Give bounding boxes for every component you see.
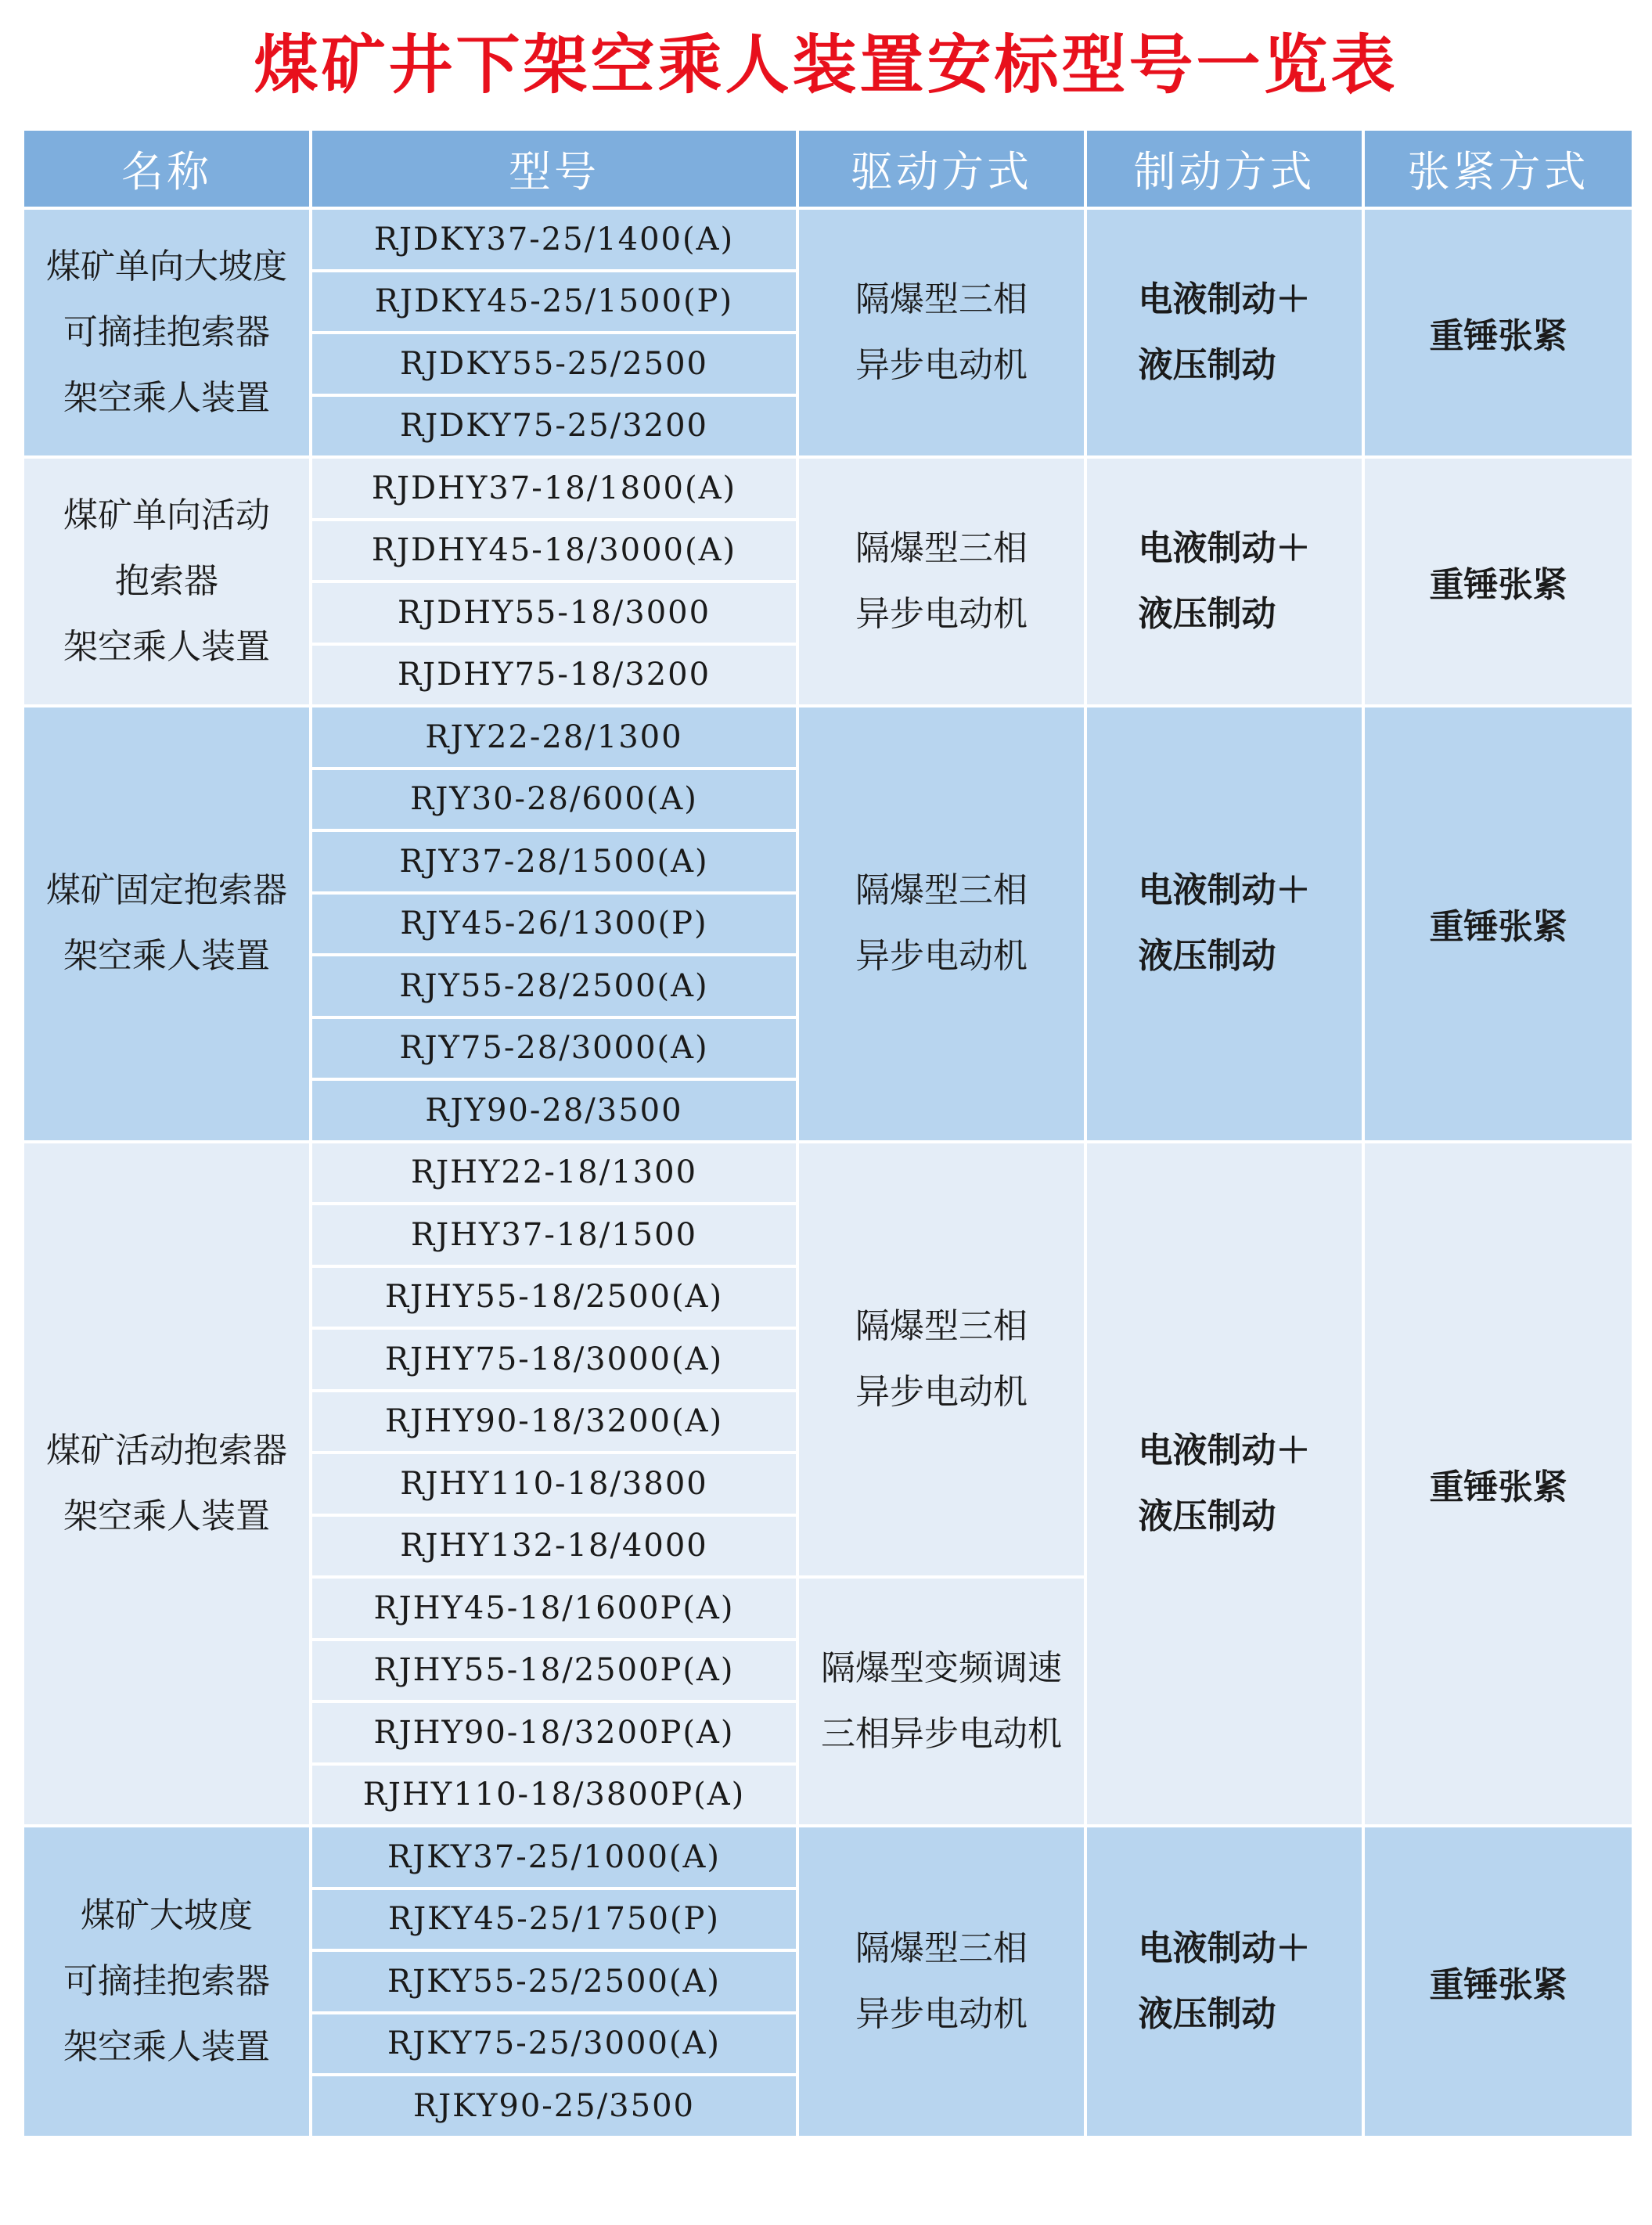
group-name-cell — [23, 706, 311, 1142]
model-cell: RJY75-28/3000(A) — [311, 1017, 797, 1080]
model-cell: RJY37-28/1500(A) — [311, 830, 797, 893]
header-tension: 张紧方式 — [1363, 129, 1633, 208]
model-cell: RJDHY75-18/3200 — [311, 644, 797, 707]
brake-line: 液压制动 — [1138, 1496, 1276, 1536]
drive-cell — [797, 1826, 1085, 2137]
model-cell: RJHY75-18/3000(A) — [311, 1328, 797, 1391]
group-name-line: 煤矿活动抱索器 — [46, 1430, 287, 1471]
group-name-cell — [23, 1142, 311, 1827]
model-cell: RJHY110-18/3800P(A) — [311, 1764, 797, 1827]
model-cell: RJY90-28/3500 — [311, 1079, 797, 1142]
model-cell: RJHY132-18/4000 — [311, 1515, 797, 1578]
table-row — [23, 208, 1633, 271]
model-cell: RJDHY37-18/1800(A) — [311, 457, 797, 520]
group-name-line: 可摘挂抱索器 — [63, 1960, 270, 2001]
tension-cell: 重锤张紧 — [1363, 208, 1633, 457]
group-name-line: 架空乘人装置 — [63, 2026, 270, 2067]
model-cell: RJDKY37-25/1400(A) — [311, 208, 797, 271]
drive-line: 异步电动机 — [855, 1371, 1028, 1412]
table-row — [23, 1826, 1633, 1888]
model-cell: RJY30-28/600(A) — [311, 769, 797, 831]
model-cell: RJDHY55-18/3000 — [311, 581, 797, 644]
tension-cell: 重锤张紧 — [1363, 457, 1633, 706]
group-name-line: 架空乘人装置 — [63, 627, 270, 667]
header-brake: 制动方式 — [1085, 129, 1363, 208]
group-name-line: 煤矿大坡度 — [81, 1895, 253, 1935]
brake-cell — [1085, 1826, 1363, 2137]
brake-line: 电液制动＋ — [1138, 870, 1311, 911]
drive-line: 隔爆型三相 — [855, 279, 1028, 319]
model-cell: RJY22-28/1300 — [311, 706, 797, 769]
model-cell: RJKY90-25/3500 — [311, 2075, 797, 2137]
tension-cell: 重锤张紧 — [1363, 1142, 1633, 1827]
drive-line: 隔爆型变频调速 — [821, 1648, 1062, 1688]
table-row — [23, 457, 1633, 520]
brake-cell — [1085, 706, 1363, 1142]
model-cell: RJDKY55-25/2500 — [311, 333, 797, 395]
page-title: 煤矿井下架空乘人装置安标型号一览表 — [254, 28, 1398, 103]
drive-line: 隔爆型三相 — [855, 870, 1028, 911]
model-table — [21, 128, 1635, 2139]
model-cell: RJDKY75-25/3200 — [311, 395, 797, 458]
header-name: 名称 — [23, 129, 311, 208]
table-row — [23, 1142, 1633, 1204]
brake-line: 液压制动 — [1138, 936, 1276, 977]
brake-line: 液压制动 — [1138, 594, 1276, 634]
brake-cell — [1085, 208, 1363, 457]
header-row — [23, 129, 1633, 208]
brake-line: 液压制动 — [1138, 1993, 1276, 2034]
group-name-line: 煤矿固定抱索器 — [46, 870, 287, 911]
group-name-cell — [23, 1826, 311, 2137]
model-cell: RJKY45-25/1750(P) — [311, 1888, 797, 1951]
drive-line: 异步电动机 — [855, 936, 1028, 977]
header-model: 型号 — [311, 129, 797, 208]
drive-cell — [797, 1577, 1085, 1826]
drive-line: 异步电动机 — [855, 1993, 1028, 2034]
drive-line: 异步电动机 — [855, 594, 1028, 634]
group-name-cell — [23, 457, 311, 706]
group-name-line: 抱索器 — [115, 561, 218, 601]
model-cell: RJHY90-18/3200(A) — [311, 1391, 797, 1453]
model-cell: RJHY45-18/1600P(A) — [311, 1577, 797, 1640]
brake-line: 电液制动＋ — [1138, 1928, 1311, 1968]
tension-cell: 重锤张紧 — [1363, 706, 1633, 1142]
brake-line: 电液制动＋ — [1138, 1430, 1311, 1471]
drive-line: 三相异步电动机 — [821, 1714, 1062, 1754]
tension-cell: 重锤张紧 — [1363, 1826, 1633, 2137]
header-drive: 驱动方式 — [797, 129, 1085, 208]
drive-line: 隔爆型三相 — [855, 1928, 1028, 1968]
model-cell: RJY45-26/1300(P) — [311, 893, 797, 956]
model-cell: RJHY55-18/2500(A) — [311, 1266, 797, 1329]
brake-cell — [1085, 457, 1363, 706]
brake-line: 电液制动＋ — [1138, 279, 1311, 319]
model-cell: RJHY90-18/3200P(A) — [311, 1701, 797, 1764]
group-name-line: 可摘挂抱索器 — [63, 312, 270, 352]
model-cell: RJHY55-18/2500P(A) — [311, 1640, 797, 1702]
drive-cell — [797, 706, 1085, 1142]
model-cell: RJKY75-25/3000(A) — [311, 2013, 797, 2076]
brake-line: 液压制动 — [1138, 345, 1276, 385]
drive-cell — [797, 457, 1085, 706]
group-name-line: 架空乘人装置 — [63, 936, 270, 977]
group-name-line: 架空乘人装置 — [63, 1496, 270, 1536]
brake-line: 电液制动＋ — [1138, 528, 1311, 568]
group-name-cell — [23, 208, 311, 457]
model-cell: RJHY37-18/1500 — [311, 1204, 797, 1266]
drive-line: 隔爆型三相 — [855, 528, 1028, 568]
group-name-line: 架空乘人装置 — [63, 378, 270, 418]
group-name-line: 煤矿单向活动 — [63, 495, 270, 535]
brake-cell — [1085, 1142, 1363, 1827]
table-row — [23, 706, 1633, 769]
drive-cell — [797, 208, 1085, 457]
model-cell: RJKY37-25/1000(A) — [311, 1826, 797, 1888]
model-cell: RJDKY45-25/1500(P) — [311, 271, 797, 333]
drive-cell — [797, 1142, 1085, 1578]
model-cell: RJHY22-18/1300 — [311, 1142, 797, 1204]
model-cell: RJY55-28/2500(A) — [311, 955, 797, 1017]
model-cell: RJKY55-25/2500(A) — [311, 1950, 797, 2013]
model-cell: RJDHY45-18/3000(A) — [311, 520, 797, 582]
group-name-line: 煤矿单向大坡度 — [46, 247, 287, 286]
drive-line: 隔爆型三相 — [855, 1305, 1028, 1346]
model-cell: RJHY110-18/3800 — [311, 1453, 797, 1515]
drive-line: 异步电动机 — [855, 345, 1028, 385]
